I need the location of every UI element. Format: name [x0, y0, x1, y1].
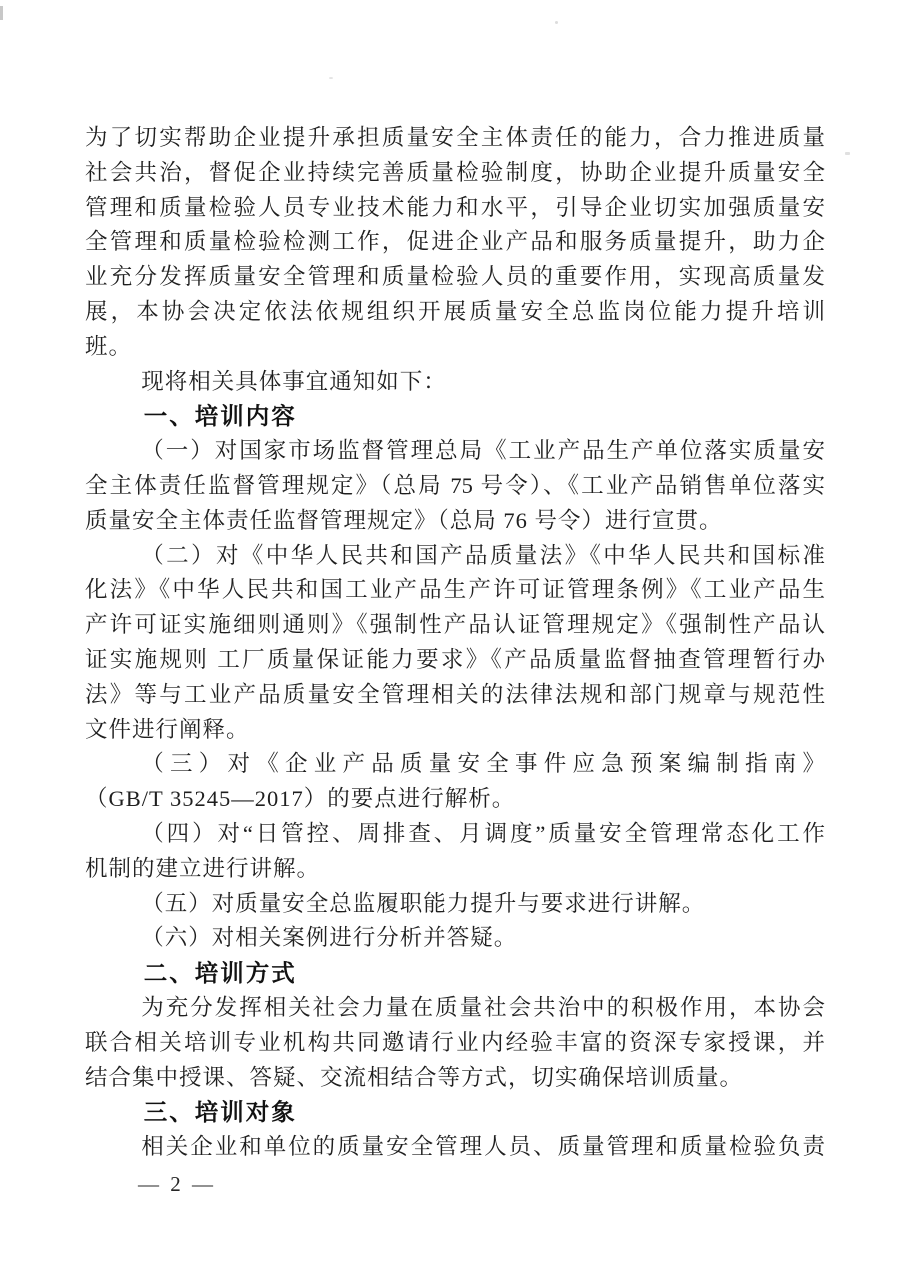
scan-artifact: [0, 6, 3, 20]
document-line: 为了切实帮助企业提升承担质量安全主体责任的能力，合力推进质量: [85, 125, 825, 150]
document-line: 文件进行阐释。: [85, 716, 250, 742]
document-line: 联合相关培训专业机构共同邀请行业内经验丰富的资深专家授课，并: [85, 1029, 825, 1055]
document-line: 结合集中授课、答疑、交流相结合等方式，切实确保培训质量。: [85, 1064, 744, 1090]
scan-artifact: [555, 21, 558, 24]
scan-artifact: [329, 77, 333, 79]
document-line: 质量安全主体责任监督管理规定》（总局 76 号令）进行宣贯。: [85, 507, 723, 533]
document-line: 证实施规则 工厂质量保证能力要求》《产品质量监督抽查管理暂行办: [85, 646, 825, 672]
document-line: （五）对质量安全总监履职能力提升与要求进行讲解。: [141, 890, 706, 916]
document-line: 全主体责任监督管理规定》（总局 75 号令）、《工业产品销售单位落实: [85, 472, 825, 498]
document-line: 现将相关具体事宜通知如下：: [141, 368, 447, 394]
document-line: 产许可证实施细则通则》《强制性产品认证管理规定》《强制性产品认: [85, 612, 825, 638]
document-line: 全管理和质量检验检测工作，促进企业产品和服务质量提升，助力企: [85, 229, 825, 255]
document-line: （三）对《企业产品质量安全事件应急预案编制指南》: [141, 751, 825, 777]
scan-artifact: [845, 152, 850, 155]
document-line: 班。: [85, 333, 133, 359]
document-line: 相关企业和单位的质量安全管理人员、质量管理和质量检验负责: [141, 1134, 825, 1160]
document-line: 社会共治，督促企业持续完善质量检验制度，协助企业提升质量安全: [85, 159, 825, 185]
document-body: [85, 121, 825, 1165]
document-line: 为充分发挥相关社会力量在质量社会共治中的积极作用，本协会: [141, 994, 825, 1020]
section-heading: 二、培训方式: [143, 960, 297, 987]
section-heading: 三、培训对象: [143, 1099, 297, 1126]
document-line: 展，本协会决定依法依规组织开展质量安全总监岗位能力提升培训: [85, 298, 825, 324]
document-line: （四）对“日管控、周排查、月调度”质量安全管理常态化工作: [141, 820, 825, 846]
document-line: （二）对《中华人民共和国产品质量法》《中华人民共和国标准: [141, 542, 825, 568]
section-heading: 一、培训内容: [143, 403, 297, 430]
document-line: 管理和质量检验人员专业技术能力和水平，引导企业切实加强质量安: [85, 194, 825, 220]
document-line: （一）对国家市场监督管理总局《工业产品生产单位落实质量安: [141, 438, 825, 464]
document-line: 法》等与工业产品质量安全管理相关的法律法规和部门规章与规范性: [85, 681, 825, 707]
document-line: 业充分发挥质量安全管理和质量检验人员的重要作用，实现高质量发: [85, 264, 825, 290]
document-line: 机制的建立进行讲解。: [85, 855, 321, 881]
page-number: — 2 —: [138, 1172, 216, 1196]
document-line: （GB/T 35245—2017）的要点进行解析。: [85, 786, 516, 812]
document-line: 化法》《中华人民共和国工业产品生产许可证管理条例》《工业产品生: [85, 577, 825, 603]
document-line: （六）对相关案例进行分析并答疑。: [141, 925, 518, 951]
